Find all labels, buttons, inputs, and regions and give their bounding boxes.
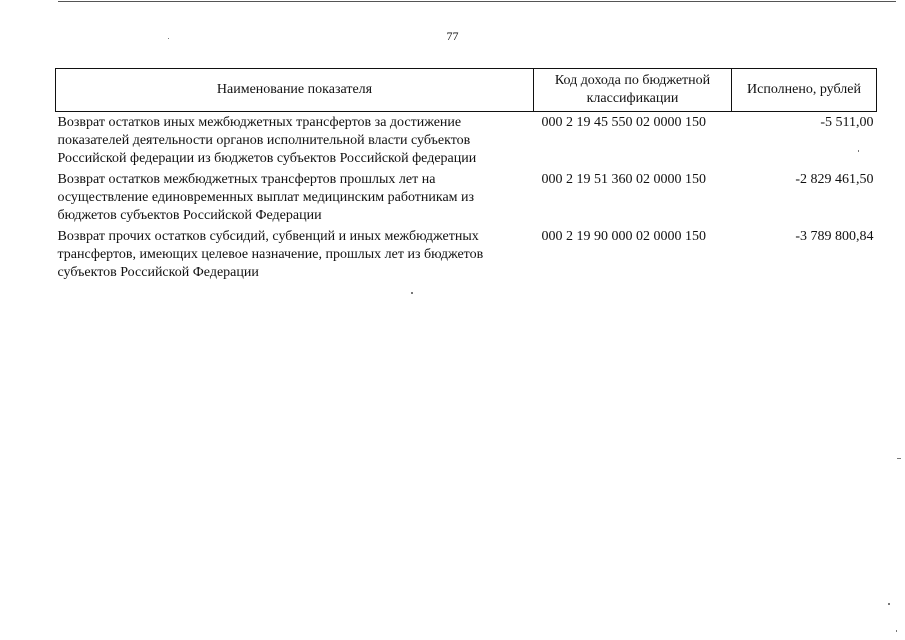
row-code: 000 2 19 90 000 02 0000 150 bbox=[541, 229, 706, 244]
scan-speck bbox=[888, 603, 890, 605]
column-header-code: Код дохода по бюджетной классификации bbox=[534, 69, 732, 112]
column-header-name: Наименование показателя bbox=[56, 69, 534, 112]
table-row bbox=[56, 226, 877, 283]
scan-speck bbox=[896, 630, 897, 632]
row-code: 000 2 19 45 550 02 0000 150 bbox=[541, 115, 706, 130]
scan-speck bbox=[897, 458, 901, 459]
page-number: 77 bbox=[446, 29, 459, 43]
row-name: Возврат остатков иных межбюджетных трансфертов за достижение показателей деятельности органов исполнительной власти субъектов Российской федерации из бюджетов субъектов Российской федерации bbox=[57, 115, 477, 166]
table-header-row bbox=[56, 69, 877, 112]
column-header-amount: Исполнено, рублей bbox=[732, 69, 877, 112]
row-name: Возврат прочих остатков субсидий, субвенций и иных межбюджетных трансфертов, имеющих целевое назначение, прошлых лет из бюджетов субъектов Российской Федерации bbox=[57, 229, 484, 280]
table-row bbox=[56, 112, 877, 170]
row-code: 000 2 19 51 360 02 0000 150 bbox=[541, 172, 706, 187]
scan-speck bbox=[858, 150, 859, 152]
row-amount: -2 829 461,50 bbox=[795, 172, 874, 187]
scan-speck bbox=[411, 292, 413, 294]
table-row bbox=[56, 169, 877, 226]
scan-speck bbox=[168, 38, 169, 39]
row-name: Возврат остатков межбюджетных трансфертов прошлых лет на осуществление единовременных выплат медицинским работникам из бюджетов субъектов Российской Федерации bbox=[57, 172, 475, 223]
budget-execution-table bbox=[55, 68, 877, 283]
row-amount: -3 789 800,84 bbox=[795, 229, 874, 244]
row-amount: -5 511,00 bbox=[820, 115, 874, 130]
top-border-line bbox=[58, 1, 896, 2]
